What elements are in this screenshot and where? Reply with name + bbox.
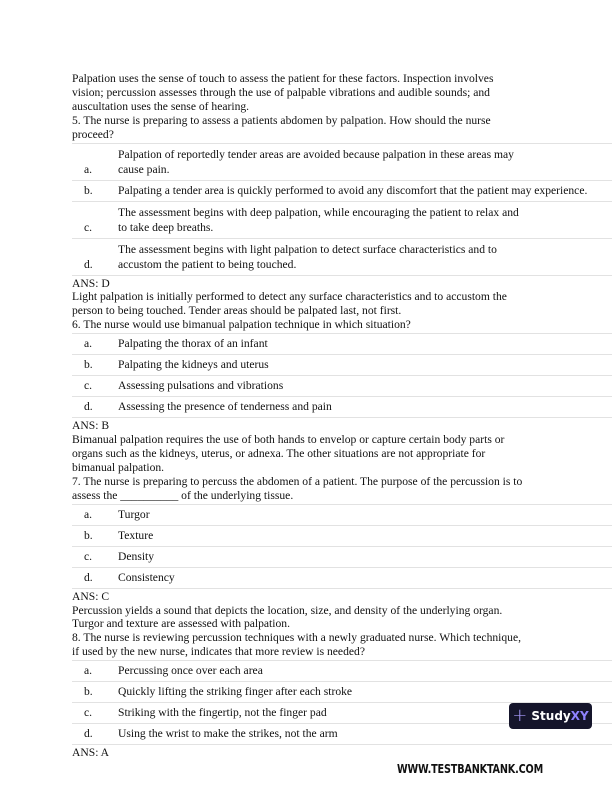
options-table [72,143,612,276]
studyxy-logo [531,709,588,723]
option-text: Striking with the fingertip, not the finger pad [118,706,327,720]
option-text: Palpating the kidneys and uterus [118,358,269,372]
question-stem: if used by the new nurse, indicates that more review is needed? [72,645,365,659]
plus-icon: + [512,705,528,726]
question-stem: assess the __________ of the underlying tissue. [72,488,294,502]
option-row [72,661,612,682]
answer-key: ANS: C [72,589,110,603]
question-list [72,114,612,760]
option-text: Consistency [118,570,175,584]
option-letter: c. [84,220,93,234]
rationale-line: bimanual palpation. [72,460,165,474]
option-letter: b. [84,528,93,542]
option-text: The assessment begins with deep palpation, while encouraging the patient to relax and to take deep breaths. [118,205,519,234]
question-stem: 7. The nurse is preparing to percuss the abdomen of a patient. The purpose of the percussion is to [72,474,523,488]
option-text: Percussing once over each area [118,664,263,678]
question [72,631,612,760]
answer-key: ANS: D [72,276,110,290]
rationale-line: person to being touched. Tender areas should be palpated last, not first. [72,304,402,318]
option-row [72,355,612,376]
option-text: Palpation of reportedly tender areas are avoided because palpation in these areas may cause pain. [118,147,514,176]
logo-text: Study [531,709,571,723]
option-text: Using the wrist to make the strikes, not the arm [118,727,338,741]
option-text: Palpating a tender area is quickly performed to avoid any discomfort that the patient may experience. [118,183,588,197]
option-row [72,505,612,526]
intro-line: Palpation uses the sense of touch to assess the patient for these factors. Inspection involves [72,72,494,85]
answer-key: ANS: B [72,419,110,433]
option-letter: d. [84,257,93,271]
intro-line: auscultation uses the sense of hearing. [72,99,250,113]
question-stem: 5. The nurse is preparing to assess a patients abdomen by palpation. How should the nurse [72,113,491,127]
option-row [72,682,612,703]
intro-paragraph [72,72,612,114]
option-letter: d. [84,400,93,414]
answer-key: ANS: A [72,746,110,760]
rationale-line: Bimanual palpation requires the use of both hands to envelop or capture certain body parts or [72,433,505,447]
option-text: Texture [118,528,154,542]
question [72,318,612,475]
options-table [72,333,612,418]
option-letter: c. [84,706,93,720]
question-stem: proceed? [72,127,114,141]
document-body [72,72,612,760]
rationale-line: Light palpation is initially performed to detect any surface characteristics and to accustom the [72,290,507,304]
footer-url: WWW.TESTBANKTANK.COM [397,761,544,776]
option-letter: b. [84,183,93,197]
options-table [72,504,612,589]
rationale-line: Percussion yields a sound that depicts the location, size, and density of the underlying organ. [72,603,503,617]
question [72,475,612,632]
option-letter: d. [84,570,93,584]
option-row [72,526,612,547]
option-row [72,376,612,397]
option-text: Assessing pulsations and vibrations [118,379,284,393]
option-text: Assessing the presence of tenderness and pain [118,400,332,414]
option-text: Density [118,549,155,563]
option-letter: a. [84,162,93,176]
option-text: Palpating the thorax of an infant [118,337,268,351]
option-row [72,239,612,276]
option-letter: b. [84,358,93,372]
intro-line: vision; percussion assesses through the use of palpable vibrations and audible sounds; and [72,85,490,99]
question-stem: 6. The nurse would use bimanual palpation technique in which situation? [72,318,411,332]
question [72,114,612,319]
option-row [72,202,612,239]
option-letter: a. [84,507,93,521]
option-letter: d. [84,727,93,741]
option-text: Quickly lifting the striking finger after each stroke [118,685,353,699]
option-letter: c. [84,549,93,563]
question-stem: 8. The nurse is reviewing percussion techniques with a newly graduated nurse. Which technique, [72,631,522,645]
option-row [72,397,612,418]
option-row [72,547,612,568]
option-letter: a. [84,337,93,351]
logo-accent: XY [570,709,589,723]
option-letter: c. [84,379,93,393]
rationale-line: organs such as the kidneys, uterus, or adnexa. The other situations are not appropriate for [72,446,486,460]
option-text: Turgor [118,507,150,521]
option-letter: a. [84,664,93,678]
option-letter: b. [84,685,93,699]
option-row [72,181,612,202]
option-text: The assessment begins with light palpation to detect surface characteristics and to accustom the patient to being touched. [118,242,497,271]
rationale-line: Turgor and texture are assessed with palpation. [72,617,290,631]
option-row [72,334,612,355]
option-row [72,144,612,181]
option-row [72,568,612,589]
studyxy-badge[interactable] [509,703,592,729]
